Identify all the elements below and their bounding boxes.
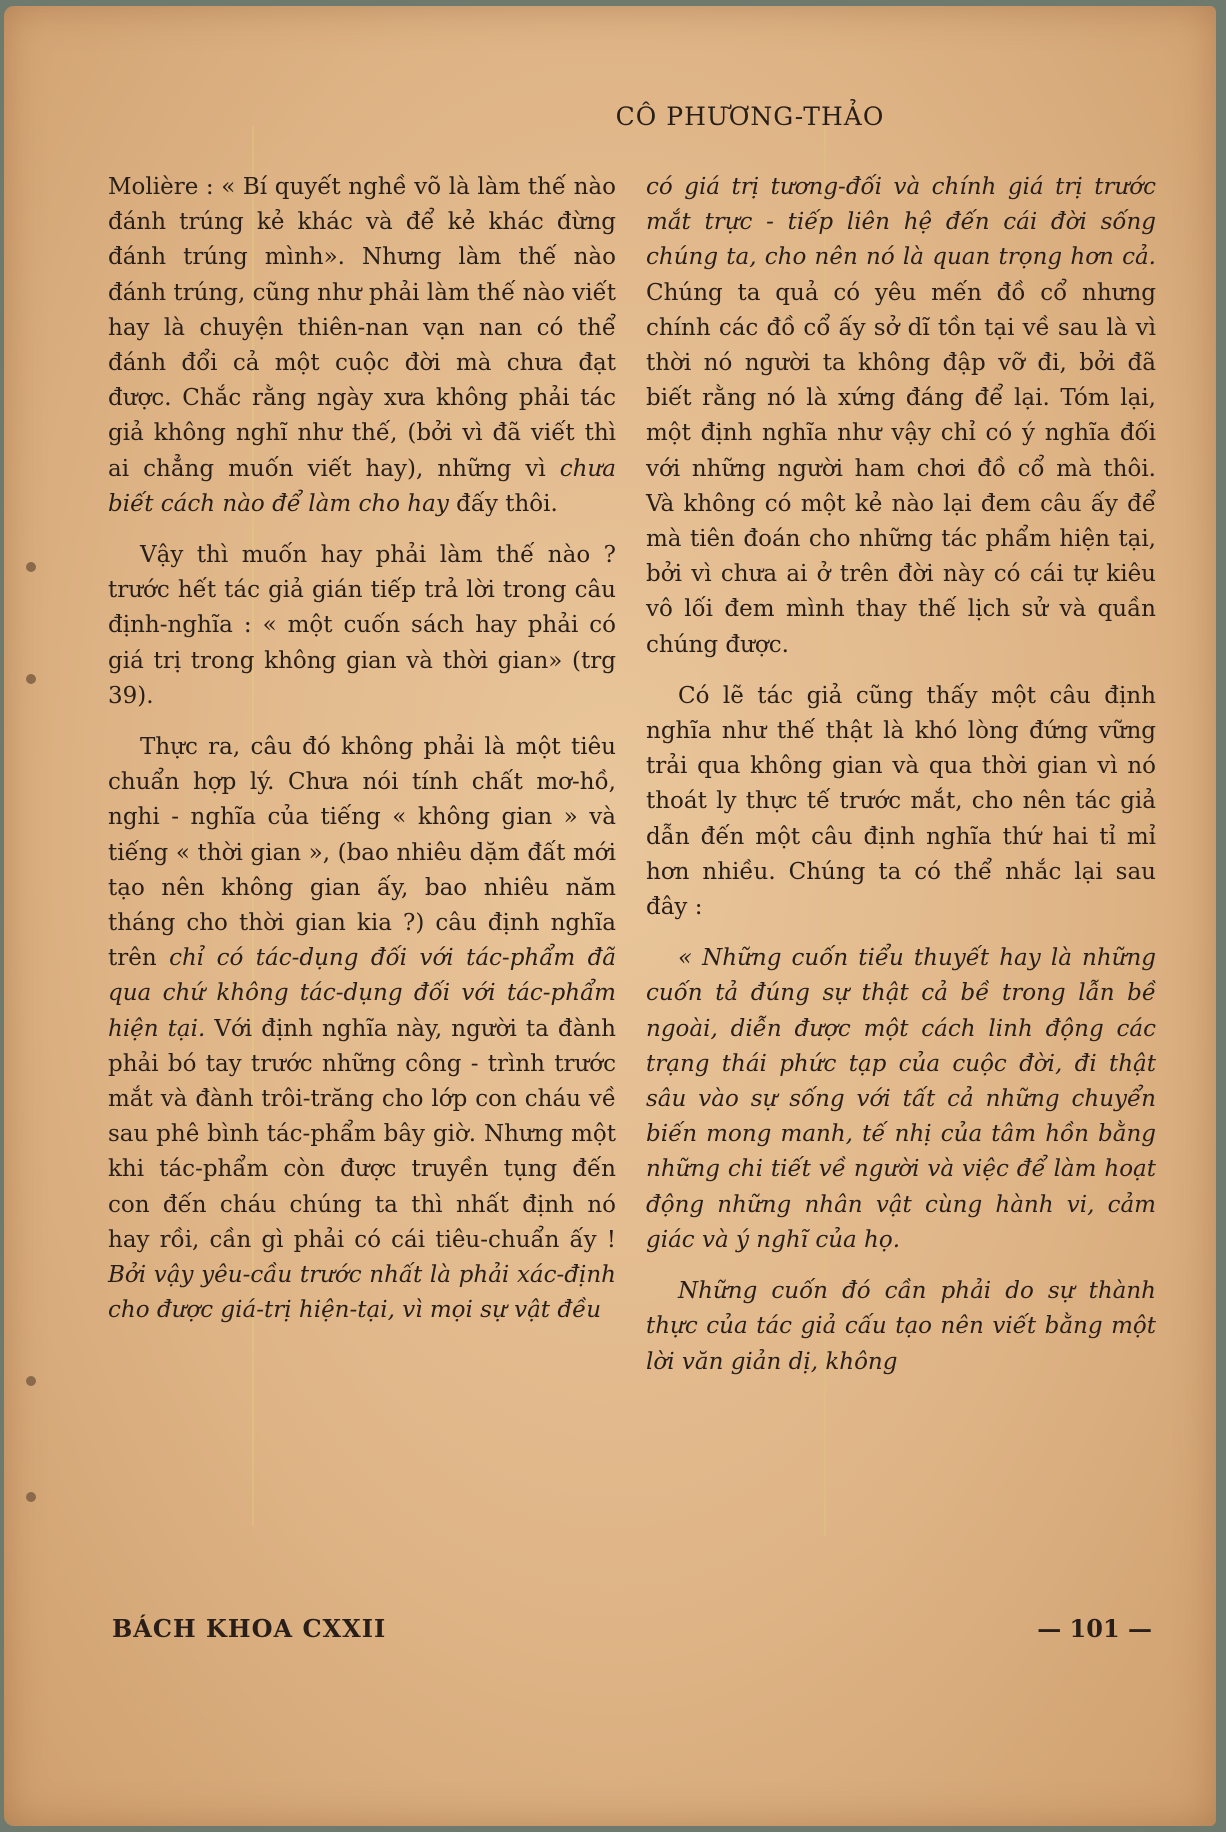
- italic-run: Bởi vậy yêu-cầu trước nhất là phải xác-định cho được giá-trị hiện-tại, vì mọi sự vật đều: [108, 1262, 616, 1324]
- italic-run: « Những cuốn tiểu thuyết hay là những cuốn tả đúng sự thật cả bề trong lẫn bề ngoài, diễn được một cách linh động các trạng thái phức tạp của cuộc đời, đi thật sâu vào sự sống với tất cả những chuyển biến mong manh, tế nhị của tâm hồn bằng những chi tiết về người và việc để làm hoạt động những nhân vật cùng hành vi, cảm giác và ý nghĩ của họ.: [646, 945, 1156, 1253]
- paragraph: [646, 170, 1156, 663]
- binding-hole: [26, 674, 36, 684]
- paragraph: [108, 730, 616, 1328]
- text-run: Chúng ta quả có yêu mến đồ cổ nhưng chính các đồ cổ ấy sở dĩ tồn tại về sau là vì thời nó người ta không đập vỡ đi, bởi đã biết rằng nó là xứng đáng để lại. Tóm lại, một định nghĩa như vậy chỉ có ý nghĩa đối với những người ham chơi đồ cổ mà thôi. Và không có một kẻ nào lại đem câu ấy để mà tiên đoán cho những tác phẩm hiện tại, bởi vì chưa ai ở trên đời này có cái tự kiêu vô lối đem mình thay thế lịch sử và quần chúng được.: [646, 279, 1156, 658]
- quote-paragraph: [646, 941, 1156, 1258]
- paragraph: Có lẽ tác giả cũng thấy một câu định nghĩa như thế thật là khó lòng đứng vững trải qua không gian và qua thời gian vì nó thoát ly thực tế trước mắt, cho nên tác giả dẫn đến một câu định nghĩa thứ hai tỉ mỉ hơn nhiều. Chúng ta có thể nhắc lại sau đây :: [646, 682, 1156, 921]
- binding-hole: [26, 1376, 36, 1386]
- text-run: Thực ra, câu đó không phải là một tiêu chuẩn hợp lý. Chưa nói tính chất mơ-hồ, nghi - nghĩa của tiếng « không gian » và tiếng « thời gian », (bao nhiêu dặm đất mới tạo nên không gian ấy, bao nhiêu năm tháng cho thời gian kia ?) câu định nghĩa trên: [108, 734, 616, 972]
- text-run: Molière : « Bí quyết nghề võ là làm thế nào đánh trúng kẻ khác và để kẻ khác đừng đánh trúng mình». Nhưng làm thế nào đánh trúng, cũng như phải làm thế nào viết hay là chuyện thiên-nan vạn nan có thể đánh đổi cả một cuộc đời mà chưa đạt được. Chắc rằng ngày xưa không phải tác giả không nghĩ như thế, (bởi vì đã viết thì ai chẳng muốn viết hay), những vì: [108, 174, 616, 482]
- italic-run: có giá trị tương-đối và chính giá trị trước mắt trực - tiếp liên hệ đến cái đời sống chúng ta, cho nên nó là quan trọng hơn cả.: [646, 174, 1156, 271]
- italic-run: Những cuốn đó cần phải do sự thành thực của tác giả cấu tạo nên viết bằng một lời văn giản dị, không: [646, 1278, 1156, 1375]
- paragraph: Vậy thì muốn hay phải làm thế nào ? trước hết tác giả gián tiếp trả lời trong câu định-nghĩa : « một cuốn sách hay phải có giá trị trong không gian và thời gian» (trg 39).: [108, 542, 616, 709]
- quote-paragraph: [646, 1274, 1156, 1380]
- header-title: CÔ PHƯƠNG-THẢO: [615, 102, 885, 131]
- binding-hole: [26, 562, 36, 572]
- running-header: [4, 102, 1216, 131]
- italic-run: chỉ có tác-dụng đối với tác-phẩm đã qua chứ không tác-dụng đối với tác-phẩm hiện tại.: [108, 945, 617, 1042]
- italic-run: chưa biết cách nào để làm cho hay: [108, 455, 616, 517]
- page-number: — 101 —: [1037, 1614, 1152, 1643]
- right-column: [646, 170, 1156, 1396]
- left-column: [108, 170, 616, 1345]
- footer-magazine: BÁCH KHOA CXXII: [112, 1614, 387, 1643]
- book-page: [4, 6, 1216, 1826]
- binding-hole: [26, 1492, 36, 1502]
- text-run: Với định nghĩa này, người ta đành phải bó tay trước những công - trình trước mắt và đành trôi-trăng cho lớp con cháu về sau phê bình tác-phẩm bây giờ. Nhưng một khi tác-phẩm còn được truyền tụng đến con đến cháu chúng ta thì nhất định nó hay rồi, cần gì phải có cái tiêu-chuẩn ấy !: [108, 1015, 616, 1253]
- paragraph: [108, 170, 616, 522]
- text-run: đấy thôi.: [448, 490, 558, 517]
